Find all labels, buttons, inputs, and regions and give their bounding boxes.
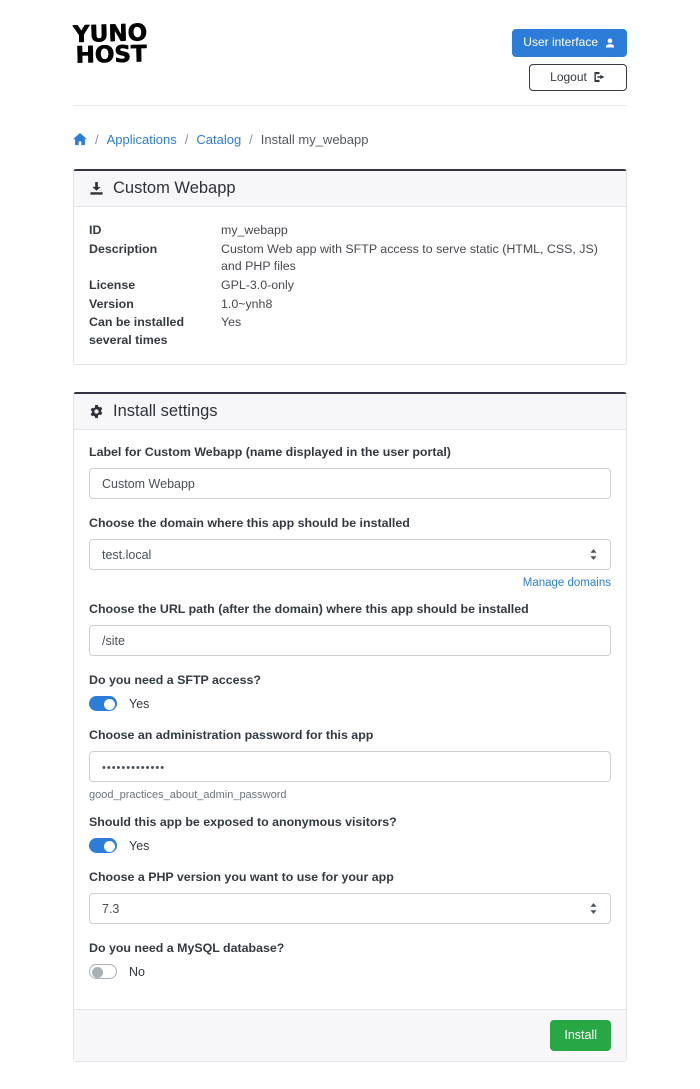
logo-line-1: YUNO: [72, 20, 148, 48]
mysql-toggle[interactable]: [89, 964, 117, 979]
info-value: Yes: [221, 315, 242, 330]
info-label: ID: [89, 223, 102, 238]
install-button[interactable]: Install: [550, 1020, 611, 1050]
logout-button[interactable]: [529, 64, 627, 92]
app-label-field-label: Label for Custom Webapp (name displayed in the user portal): [89, 445, 451, 460]
url-path-field-label: Choose the URL path (after the domain) where this app should be installed: [89, 602, 529, 617]
info-value: Custom Web app with SFTP access to serve static (HTML, CSS, JS) and PHP files: [221, 241, 598, 274]
info-value: my_webapp: [221, 223, 288, 238]
public-toggle[interactable]: [89, 838, 117, 853]
info-label: Can be installed several times: [89, 315, 185, 347]
install-card-footer: [74, 1009, 626, 1060]
admin-password-help: good_practices_about_admin_password: [89, 789, 287, 802]
user-icon: [604, 37, 616, 49]
manage-domains-link[interactable]: Manage domains: [522, 577, 611, 590]
info-value: GPL-3.0-only: [221, 278, 295, 293]
breadcrumb-separator: /: [95, 132, 99, 148]
header-divider: [73, 105, 627, 106]
app-info-card-header: [74, 171, 626, 207]
yunohost-logo[interactable]: [72, 15, 147, 67]
app-info-list: [89, 222, 611, 349]
install-settings-title: Install settings: [113, 402, 218, 421]
logout-label: Logout: [550, 69, 587, 84]
php-version-select-value: 7.3: [102, 901, 120, 916]
download-icon: [89, 181, 104, 196]
mysql-field-label: Do you need a MySQL database?: [89, 941, 285, 956]
domain-select-value: test.local: [102, 547, 152, 562]
install-settings-card: [73, 392, 627, 1061]
domain-select[interactable]: [89, 539, 611, 570]
user-interface-button[interactable]: [512, 29, 627, 57]
php-version-field-label: Choose a PHP version you want to use for your app: [89, 870, 394, 885]
url-path-input[interactable]: [89, 625, 611, 656]
admin-password-field-label: Choose an administration password for this app: [89, 728, 374, 743]
info-label: Description: [89, 241, 158, 256]
info-value: 1.0~ynh8: [221, 296, 273, 311]
sftp-toggle-value: Yes: [129, 696, 150, 711]
gear-icon: [89, 404, 104, 419]
info-label: License: [89, 278, 136, 293]
mysql-toggle-value: No: [129, 964, 145, 979]
domain-field-label: Choose the domain where this app should be installed: [89, 516, 410, 531]
app-label-input[interactable]: [89, 468, 611, 499]
install-form: [74, 430, 626, 1009]
admin-password-input[interactable]: [89, 751, 611, 782]
sign-out-icon: [593, 71, 606, 83]
app-title: Custom Webapp: [113, 179, 236, 198]
sftp-toggle[interactable]: [89, 696, 117, 711]
logo-line-2: HOST: [75, 41, 147, 69]
home-icon[interactable]: [73, 133, 87, 146]
user-interface-label: User interface: [523, 35, 598, 49]
breadcrumb-catalog[interactable]: Catalog: [196, 132, 242, 148]
install-settings-card-header: [74, 394, 626, 430]
breadcrumb-separator: /: [249, 132, 253, 148]
sftp-field-label: Do you need a SFTP access?: [89, 673, 261, 688]
info-label: Version: [89, 296, 134, 311]
header: [73, 0, 627, 91]
select-arrows-icon: [589, 903, 598, 914]
breadcrumb: [73, 132, 627, 147]
app-info-card: [73, 169, 627, 365]
public-field-label: Should this app be exposed to anonymous visitors?: [89, 815, 397, 830]
public-toggle-value: Yes: [129, 838, 150, 853]
breadcrumb-separator: /: [184, 132, 189, 148]
php-version-select[interactable]: [89, 893, 611, 924]
select-arrows-icon: [589, 549, 598, 560]
breadcrumb-applications[interactable]: Applications: [106, 132, 177, 148]
breadcrumb-current: Install my_webapp: [260, 132, 369, 148]
